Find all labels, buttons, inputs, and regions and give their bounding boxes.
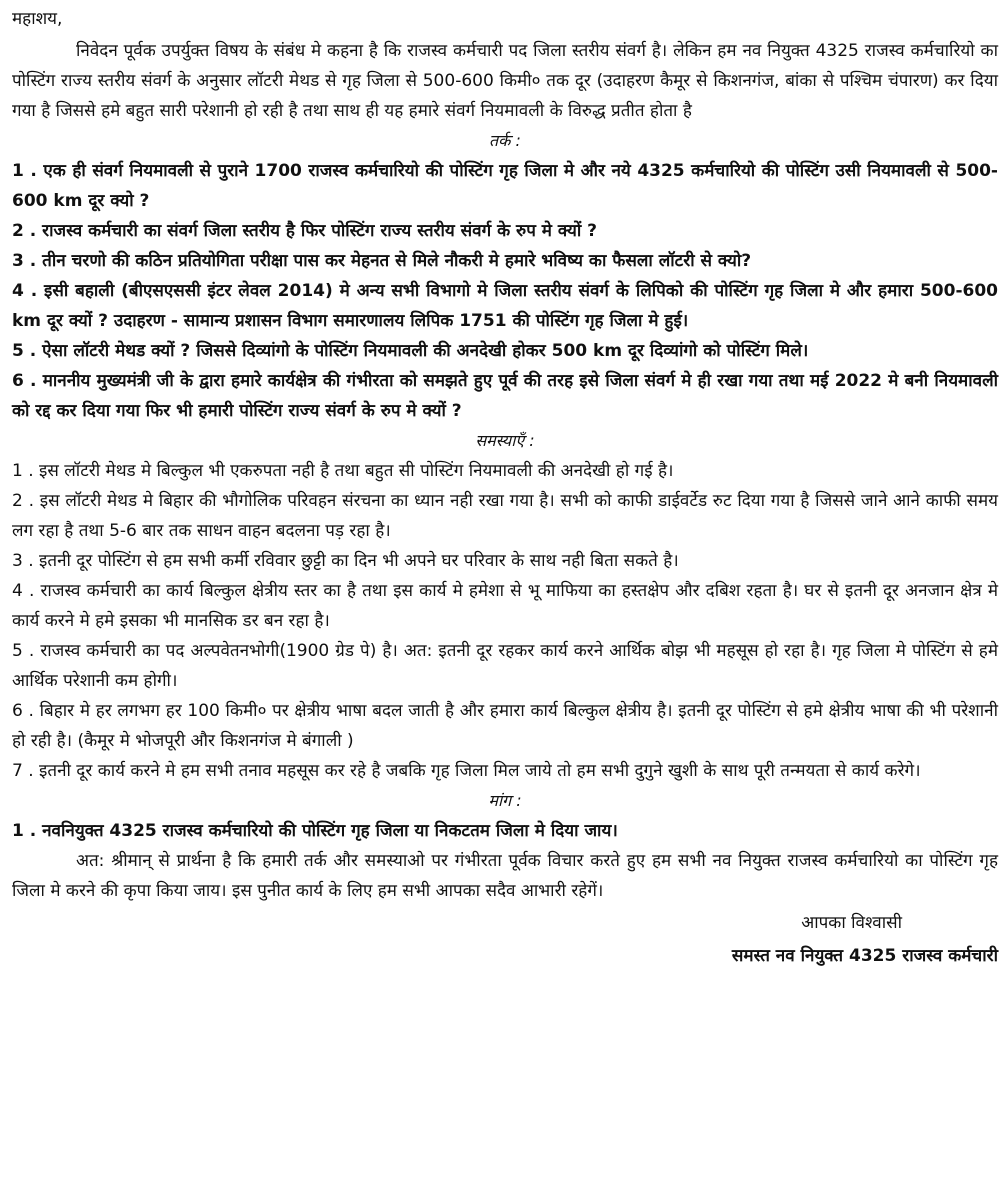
problem-item: 6 . बिहार मे हर लगभग हर 100 किमी० पर क्षेत्रीय भाषा बदल जाती है और हमारा कार्य बिल्कुल क्षेत्रीय है। इतनी दूर पोस्टिंग से हमे क्षेत्रीय भाषा की भी परेशानी हो रही है। (कैमूर मे भोजपूरी और किशनगंज मे बंगाली )	[12, 701, 998, 751]
request-paragraph: अत: श्रीमान् से प्रार्थना है कि हमारी तर्क और समस्याओ पर गंभीरता पूर्वक विचार करते हुए हम सभी नव नियुक्त राजस्व कर्मचारियो का पोस्टिंग गृह जिला मे करने की कृपा किया जाय। इस पुनीत कार्य के लिए हम सभी आपका सदैव आभारी रहेगें।	[12, 851, 998, 901]
demand-heading: मांग :	[488, 791, 522, 810]
signatory: समस्त नव नियुक्त 4325 राजस्व कर्मचारी	[731, 946, 998, 966]
problem-item: 5 . राजस्व कर्मचारी का पद अल्पवेतनभोगी(1900 ग्रेड पे) है। अत: इतनी दूर रहकर कार्य करने आर्थिक बोझ भी महसूस हो रहा है। गृह जिला मे पोस्टिंग से हमे आर्थिक परेशानी कम होगी।	[12, 641, 998, 691]
argument-item: 1 . एक ही संवर्ग नियमावली से पुराने 1700 राजस्व कर्मचारियो की पोस्टिंग गृह जिला मे और नये 4325 कर्मचारियो की पोस्टिंग उसी नियमावली से 500-600 km दूर क्यो ?	[12, 161, 998, 211]
problems-list	[12, 456, 998, 786]
problem-item: 4 . राजस्व कर्मचारी का कार्य बिल्कुल क्षेत्रीय स्तर का है तथा इस कार्य मे हमेशा से भू माफिया का हस्तक्षेप और दबिश रहता है। घर से इतनी दूर अनजान क्षेत्र मे कार्य करने मे हमे इसका भी मानसिक डर बन रहा है।	[12, 581, 998, 631]
arguments-heading: तर्क :	[489, 131, 521, 150]
letter-page	[12, 4, 998, 972]
closing-phrase: आपका विश्वासी	[801, 913, 902, 933]
arguments-list	[12, 156, 998, 426]
problem-item: 3 . इतनी दूर पोस्टिंग से हम सभी कर्मी रविवार छुट्टी का दिन भी अपने घर परिवार के साथ नही बिता सकते है।	[12, 551, 679, 571]
problem-item: 2 . इस लॉटरी मेथड मे बिहार की भौगोलिक परिवहन संरचना का ध्यान नही रखा गया है। सभी को काफी डाईवर्टेड रुट दिया गया है जिससे जाने आने काफी समय लग रहा है तथा 5-6 बार तक साधन वाहन बदलना पड़ रहा है।	[12, 491, 998, 541]
problem-item: 7 . इतनी दूर कार्य करने मे हम सभी तनाव महसूस कर रहे है जबकि गृह जिला मिल जाये तो हम सभी दुगुने खुशी के साथ पूरी तन्मयता से कार्य करेगे।	[12, 761, 921, 781]
argument-item: 2 . राजस्व कर्मचारी का संवर्ग जिला स्तरीय है फिर पोस्टिंग राज्य स्तरीय संवर्ग के रुप मे क्यों ?	[12, 221, 598, 241]
demand-item: 1 . नवनियुक्त 4325 राजस्व कर्मचारियो की पोस्टिंग गृह जिला या निकटतम जिला मे दिया जाय।	[12, 821, 618, 841]
argument-item: 6 . माननीय मुख्यमंत्री जी के द्वारा हमारे कार्यक्षेत्र की गंभीरता को समझते हुए पूर्व की तरह इसे जिला संवर्ग मे ही रखा गया तथा मई 2022 मे बनी नियमावली को रद्द कर दिया गया फिर भी हमारी पोस्टिंग राज्य संवर्ग के रुप मे क्यों ?	[12, 371, 998, 421]
argument-item: 5 . ऐसा लॉटरी मेथड क्यों ? जिससे दिव्यांगो के पोस्टिंग नियमावली की अनदेखी होकर 500 km दूर दिव्यांगो को पोस्टिंग मिले।	[12, 341, 809, 361]
salutation: महाशय,	[12, 9, 63, 29]
problems-heading: समस्याएँ :	[475, 431, 535, 450]
intro-paragraph: निवेदन पूर्वक उपर्युक्त विषय के संबंध मे कहना है कि राजस्व कर्मचारी पद जिला स्तरीय संवर्ग है। लेकिन हम नव नियुक्त 4325 राजस्व कर्मचारियो का पोस्टिंग राज्य स्तरीय संवर्ग के अनुसार लॉटरी मेथड से गृह जिला से 500-600 किमी० तक दूर (उदाहरण कैमूर से किशनगंज, बांका से पश्चिम चंपारण) कर दिया गया है जिससे हमे बहुत सारी परेशानी हो रही है तथा साथ ही यह हमारे संवर्ग नियमावली के विरुद्ध प्रतीत होता है	[12, 41, 998, 121]
argument-item: 4 . इसी बहाली (बीएसएससी इंटर लेवल 2014) मे अन्य सभी विभागो मे जिला स्तरीय संवर्ग के लिपिको की पोस्टिंग गृह जिला मे और हमारा 500-600 km दूर क्यों ? उदाहरण - सामान्य प्रशासन विभाग समारणालय लिपिक 1751 की पोस्टिंग गृह जिला मे हुई।	[12, 281, 999, 331]
argument-item: 3 . तीन चरणो की कठिन प्रतियोगिता परीक्षा पास कर मेहनत से मिले नौकरी मे हमारे भविष्य का फैसला लॉटरी से क्यो?	[12, 251, 752, 271]
problem-item: 1 . इस लॉटरी मेथड मे बिल्कुल भी एकरुपता नही है तथा बहुत सी पोस्टिंग नियमावली की अनदेखी हो गई है।	[12, 461, 674, 481]
